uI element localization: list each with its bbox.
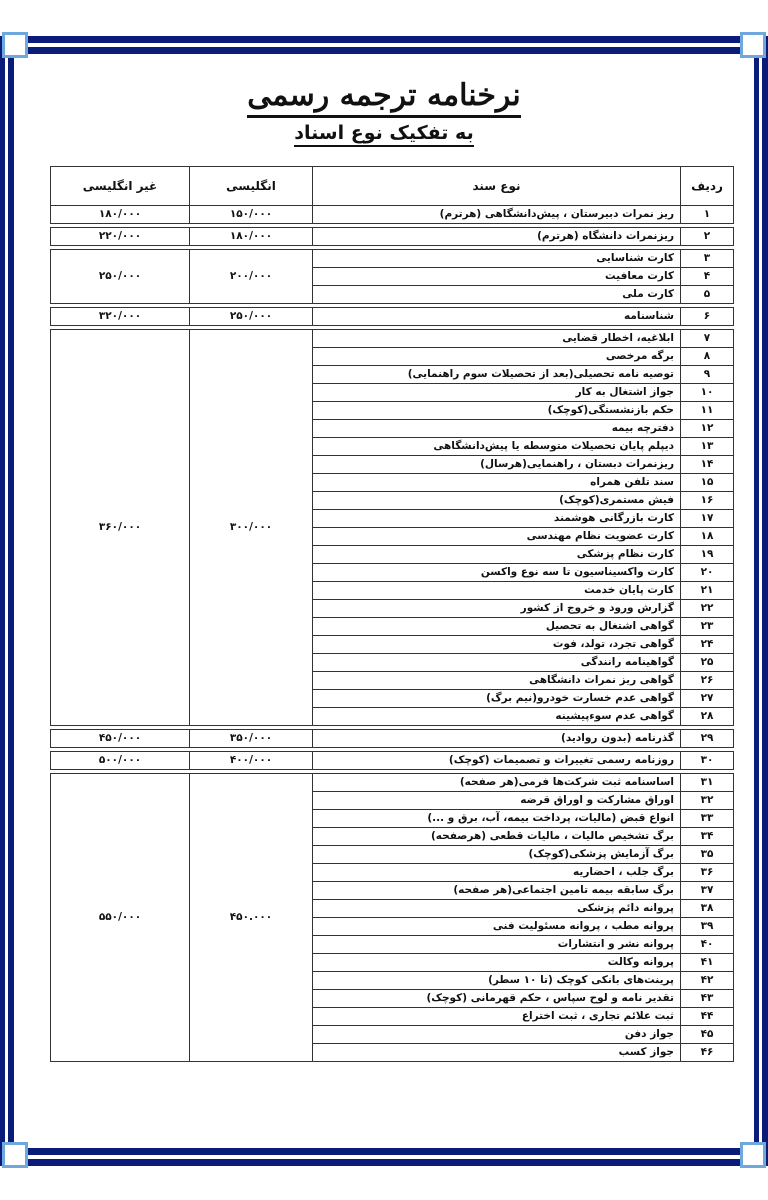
frame-corner-ornament: [2, 32, 28, 58]
row-number: ۴۱: [681, 954, 734, 972]
english-price: ۴۰۰/۰۰۰: [190, 752, 313, 770]
english-price: ۳۵۰/۰۰۰: [190, 730, 313, 748]
doc-type-cell: جواز کسب: [313, 1044, 681, 1062]
price-table: [50, 166, 734, 1062]
row-number: ۳۹: [681, 918, 734, 936]
doc-type-cell: سند تلفن همراه: [313, 474, 681, 492]
row-number: ۳۷: [681, 882, 734, 900]
row-number: ۳۳: [681, 810, 734, 828]
frame-corner-ornament: [740, 32, 766, 58]
doc-type-cell: گواهی عدم سوءپیشینه: [313, 708, 681, 726]
doc-type-cell: گواهی اشتغال به تحصیل: [313, 618, 681, 636]
doc-type-cell: پروانه وکالت: [313, 954, 681, 972]
table-row: [51, 730, 734, 748]
non-english-price: ۲۲۰/۰۰۰: [51, 228, 190, 246]
doc-type-cell: دیپلم پایان تحصیلات متوسطه یا پیش‌دانشگاهی: [313, 438, 681, 456]
doc-type-cell: کارت عضویت نظام مهندسی: [313, 528, 681, 546]
row-number: ۴۵: [681, 1026, 734, 1044]
doc-type-cell: گواهی ریز نمرات دانشگاهی: [313, 672, 681, 690]
row-number: ۳۴: [681, 828, 734, 846]
frame-left-border: [0, 36, 14, 1166]
non-english-price: ۴۵۰/۰۰۰: [51, 730, 190, 748]
doc-type-cell: ریزنمرات دبستان ، راهنمایی(هرسال): [313, 456, 681, 474]
row-number: ۲۳: [681, 618, 734, 636]
row-number: ۲۵: [681, 654, 734, 672]
row-number: ۱۲: [681, 420, 734, 438]
doc-type-cell: گزارش ورود و خروج از کشور: [313, 600, 681, 618]
row-number: ۳۶: [681, 864, 734, 882]
row-number: ۴۰: [681, 936, 734, 954]
header-english: انگلیسی: [190, 167, 313, 206]
row-number: ۲۶: [681, 672, 734, 690]
doc-type-cell: ریز نمرات دبیرستان ، پیش‌دانشگاهی (هرترم): [313, 206, 681, 224]
doc-type-cell: گواهینامه رانندگی: [313, 654, 681, 672]
doc-type-cell: پروانه دائم پزشکی: [313, 900, 681, 918]
doc-type-cell: انواع قبض (مالیات، پرداخت بیمه، آب، برق و ...): [313, 810, 681, 828]
doc-type-cell: تقدیر نامه و لوح سپاس ، حکم قهرمانی (کوچک): [313, 990, 681, 1008]
row-number: ۱۷: [681, 510, 734, 528]
english-price: ۴۵۰.۰۰۰: [190, 774, 313, 1062]
doc-type-cell: روزنامه رسمی تغییرات و تصمیمات (کوچک): [313, 752, 681, 770]
doc-type-cell: پروانه نشر و انتشارات: [313, 936, 681, 954]
doc-type-cell: کارت بازرگانی هوشمند: [313, 510, 681, 528]
table-row: [51, 774, 734, 792]
table-row: [51, 250, 734, 268]
doc-type-cell: برگ جلب ، احضاریه: [313, 864, 681, 882]
doc-type-cell: گواهی تجرد، تولد، فوت: [313, 636, 681, 654]
english-price: ۲۵۰/۰۰۰: [190, 308, 313, 326]
doc-type-cell: ثبت علائم تجاری ، ثبت اختراع: [313, 1008, 681, 1026]
doc-type-cell: برگ آزمایش پزشکی(کوچک): [313, 846, 681, 864]
row-number: ۱۱: [681, 402, 734, 420]
frame-corner-ornament: [2, 1142, 28, 1168]
row-number: ۵: [681, 286, 734, 304]
doc-type-cell: جواز دفن: [313, 1026, 681, 1044]
doc-type-cell: کارت شناسایی: [313, 250, 681, 268]
frame-bottom-border: [0, 1148, 768, 1166]
table-body: [51, 206, 734, 1062]
row-number: ۱۶: [681, 492, 734, 510]
row-number: ۲۸: [681, 708, 734, 726]
row-number: ۳۲: [681, 792, 734, 810]
row-number: ۴۲: [681, 972, 734, 990]
header-row-number: ردیف: [681, 167, 734, 206]
header-doc-type: نوع سند: [313, 167, 681, 206]
doc-type-cell: اساسنامه ثبت شرکت‌ها فرمی(هر صفحه): [313, 774, 681, 792]
non-english-price: ۵۰۰/۰۰۰: [51, 752, 190, 770]
row-number: ۳۰: [681, 752, 734, 770]
table-row: [51, 228, 734, 246]
row-number: ۴۶: [681, 1044, 734, 1062]
page-title-text: نرخنامه ترجمه رسمی: [247, 78, 521, 118]
row-number: ۳: [681, 250, 734, 268]
english-price: ۱۵۰/۰۰۰: [190, 206, 313, 224]
doc-type-cell: کارت معافیت: [313, 268, 681, 286]
row-number: ۴: [681, 268, 734, 286]
row-number: ۳۱: [681, 774, 734, 792]
doc-type-cell: توصیه نامه تحصیلی(بعد از تحصیلات سوم راهنمایی): [313, 366, 681, 384]
row-number: ۶: [681, 308, 734, 326]
row-number: ۲۴: [681, 636, 734, 654]
row-number: ۷: [681, 330, 734, 348]
doc-type-cell: گذرنامه (بدون روادید): [313, 730, 681, 748]
row-number: ۱۴: [681, 456, 734, 474]
doc-type-cell: کارت نظام پزشکی: [313, 546, 681, 564]
row-number: ۱۹: [681, 546, 734, 564]
doc-type-cell: دفترچه بیمه: [313, 420, 681, 438]
english-price: ۳۰۰/۰۰۰: [190, 330, 313, 726]
english-price: ۲۰۰/۰۰۰: [190, 250, 313, 304]
table-row: [51, 308, 734, 326]
doc-type-cell: برگ تشخیص مالیات ، مالیات قطعی (هرصفحه): [313, 828, 681, 846]
row-number: ۲۹: [681, 730, 734, 748]
doc-type-cell: پرینت‌های بانکی کوچک (تا ۱۰ سطر): [313, 972, 681, 990]
doc-type-cell: پروانه مطب ، پروانه مسئولیت فنی: [313, 918, 681, 936]
doc-type-cell: اوراق مشارکت و اوراق قرضه: [313, 792, 681, 810]
row-number: ۹: [681, 366, 734, 384]
row-number: ۱۸: [681, 528, 734, 546]
page-subtitle-text: به تفکیک نوع اسناد: [294, 122, 473, 147]
doc-type-cell: گواهی عدم خسارت خودرو(نیم برگ): [313, 690, 681, 708]
row-number: ۱۳: [681, 438, 734, 456]
non-english-price: ۳۶۰/۰۰۰: [51, 330, 190, 726]
row-number: ۲۷: [681, 690, 734, 708]
row-number: ۲۰: [681, 564, 734, 582]
row-number: ۱: [681, 206, 734, 224]
doc-type-cell: کارت ملی: [313, 286, 681, 304]
doc-type-cell: جواز اشتغال به کار: [313, 384, 681, 402]
doc-type-cell: کارت واکسیناسیون تا سه نوع واکسن: [313, 564, 681, 582]
doc-type-cell: فیش مستمری(کوچک): [313, 492, 681, 510]
row-number: ۲: [681, 228, 734, 246]
row-number: ۲۲: [681, 600, 734, 618]
non-english-price: ۲۵۰/۰۰۰: [51, 250, 190, 304]
table-row: [51, 206, 734, 224]
row-number: ۱۵: [681, 474, 734, 492]
table-row: [51, 330, 734, 348]
row-number: ۳۸: [681, 900, 734, 918]
doc-type-cell: ریزنمرات دانشگاه (هرترم): [313, 228, 681, 246]
table-header-row: [51, 167, 734, 206]
row-number: ۲۱: [681, 582, 734, 600]
row-number: ۴۳: [681, 990, 734, 1008]
doc-type-cell: شناسنامه: [313, 308, 681, 326]
page-title: [0, 78, 768, 113]
non-english-price: ۵۵۰/۰۰۰: [51, 774, 190, 1062]
doc-type-cell: کارت پایان خدمت: [313, 582, 681, 600]
frame-top-border: [0, 36, 768, 54]
frame-corner-ornament: [740, 1142, 766, 1168]
row-number: ۸: [681, 348, 734, 366]
doc-type-cell: حکم بازنشستگی(کوچک): [313, 402, 681, 420]
header-non-english: غیر انگلیسی: [51, 167, 190, 206]
page-subtitle: [0, 122, 768, 144]
frame-right-border: [754, 36, 768, 1166]
row-number: ۴۴: [681, 1008, 734, 1026]
non-english-price: ۱۸۰/۰۰۰: [51, 206, 190, 224]
row-number: ۳۵: [681, 846, 734, 864]
doc-type-cell: برگه مرخصی: [313, 348, 681, 366]
non-english-price: ۳۲۰/۰۰۰: [51, 308, 190, 326]
row-number: ۱۰: [681, 384, 734, 402]
table-row: [51, 752, 734, 770]
english-price: ۱۸۰/۰۰۰: [190, 228, 313, 246]
doc-type-cell: ابلاغیه، اخطار قضایی: [313, 330, 681, 348]
doc-type-cell: برگ سابقه بیمه تامین اجتماعی(هر صفحه): [313, 882, 681, 900]
